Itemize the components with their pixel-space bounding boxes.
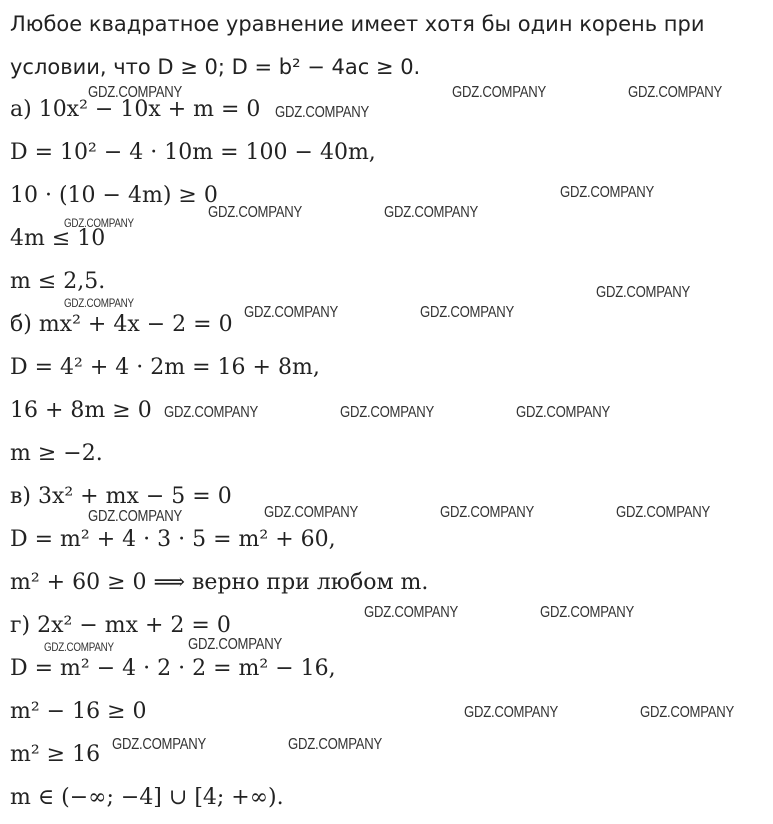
watermark-logo: GDZ.COMPANY [288,736,383,753]
part-c-answer: m² + 60 ≥ 0 ⟹ верно при любом m. [10,570,429,595]
watermark-logo: GDZ.COMPANY [112,736,207,753]
watermark-logo: GDZ.COMPANY [596,284,691,301]
watermark-logo: GDZ.COMPANY [516,404,611,421]
intro-line-2: условии, что D ≥ 0; D = b² − 4ac ≥ 0. [10,55,421,79]
watermark-logo: GDZ.COMPANY [640,704,735,721]
part-d-step: m² ≥ 16 [10,742,101,767]
watermark-logo: GDZ.COMPANY [208,204,303,221]
watermark-logo: GDZ.COMPANY [275,104,370,121]
watermark-logo: GDZ.COMPANY [264,504,359,521]
part-d-answer: m ∈ (−∞; −4] ∪ [4; +∞). [10,785,284,810]
part-b-equation: б) mx² + 4x − 2 = 0 [10,312,233,337]
watermark-logo: GDZ.COMPANY [440,504,535,521]
part-b-inequality: 16 + 8m ≥ 0 [10,398,152,423]
watermark-logo: GDZ.COMPANY [64,216,134,230]
watermark-logo: GDZ.COMPANY [88,508,183,525]
part-a-inequality: 10 · (10 − 4m) ≥ 0 [10,183,218,208]
part-d-inequality: m² − 16 ≥ 0 [10,699,147,724]
part-b-discriminant: D = 4² + 4 · 2m = 16 + 8m, [10,355,320,380]
watermark-logo: GDZ.COMPANY [88,84,183,101]
watermark-logo: GDZ.COMPANY [64,296,134,310]
watermark-logo: GDZ.COMPANY [616,504,711,521]
watermark-logo: GDZ.COMPANY [452,84,547,101]
part-c-discriminant: D = m² + 4 · 3 · 5 = m² + 60, [10,527,336,552]
watermark-logo: GDZ.COMPANY [164,404,259,421]
part-d-equation: г) 2x² − mx + 2 = 0 [10,613,231,638]
watermark-logo: GDZ.COMPANY [540,604,635,621]
watermark-logo: GDZ.COMPANY [188,636,283,653]
intro-line-1: Любое квадратное уравнение имеет хотя бы один корень при [10,12,705,36]
watermark-logo: GDZ.COMPANY [364,604,459,621]
part-a-equation: а) 10x² − 10x + m = 0 [10,97,261,122]
watermark-logo: GDZ.COMPANY [44,640,114,654]
watermark-logo: GDZ.COMPANY [420,304,515,321]
part-b-answer: m ≥ −2. [10,441,103,466]
part-a-discriminant: D = 10² − 4 · 10m = 100 − 40m, [10,140,376,165]
watermark-logo: GDZ.COMPANY [340,404,435,421]
watermark-logo: GDZ.COMPANY [560,184,655,201]
part-a-step: 4m ≤ 10 [10,226,106,251]
part-c-equation: в) 3x² + mx − 5 = 0 [10,484,232,509]
part-a-answer: m ≤ 2,5. [10,269,106,294]
watermark-logo: GDZ.COMPANY [628,84,723,101]
part-d-discriminant: D = m² − 4 · 2 · 2 = m² − 16, [10,656,336,681]
watermark-logo: GDZ.COMPANY [384,204,479,221]
watermark-logo: GDZ.COMPANY [244,304,339,321]
watermark-logo: GDZ.COMPANY [464,704,559,721]
